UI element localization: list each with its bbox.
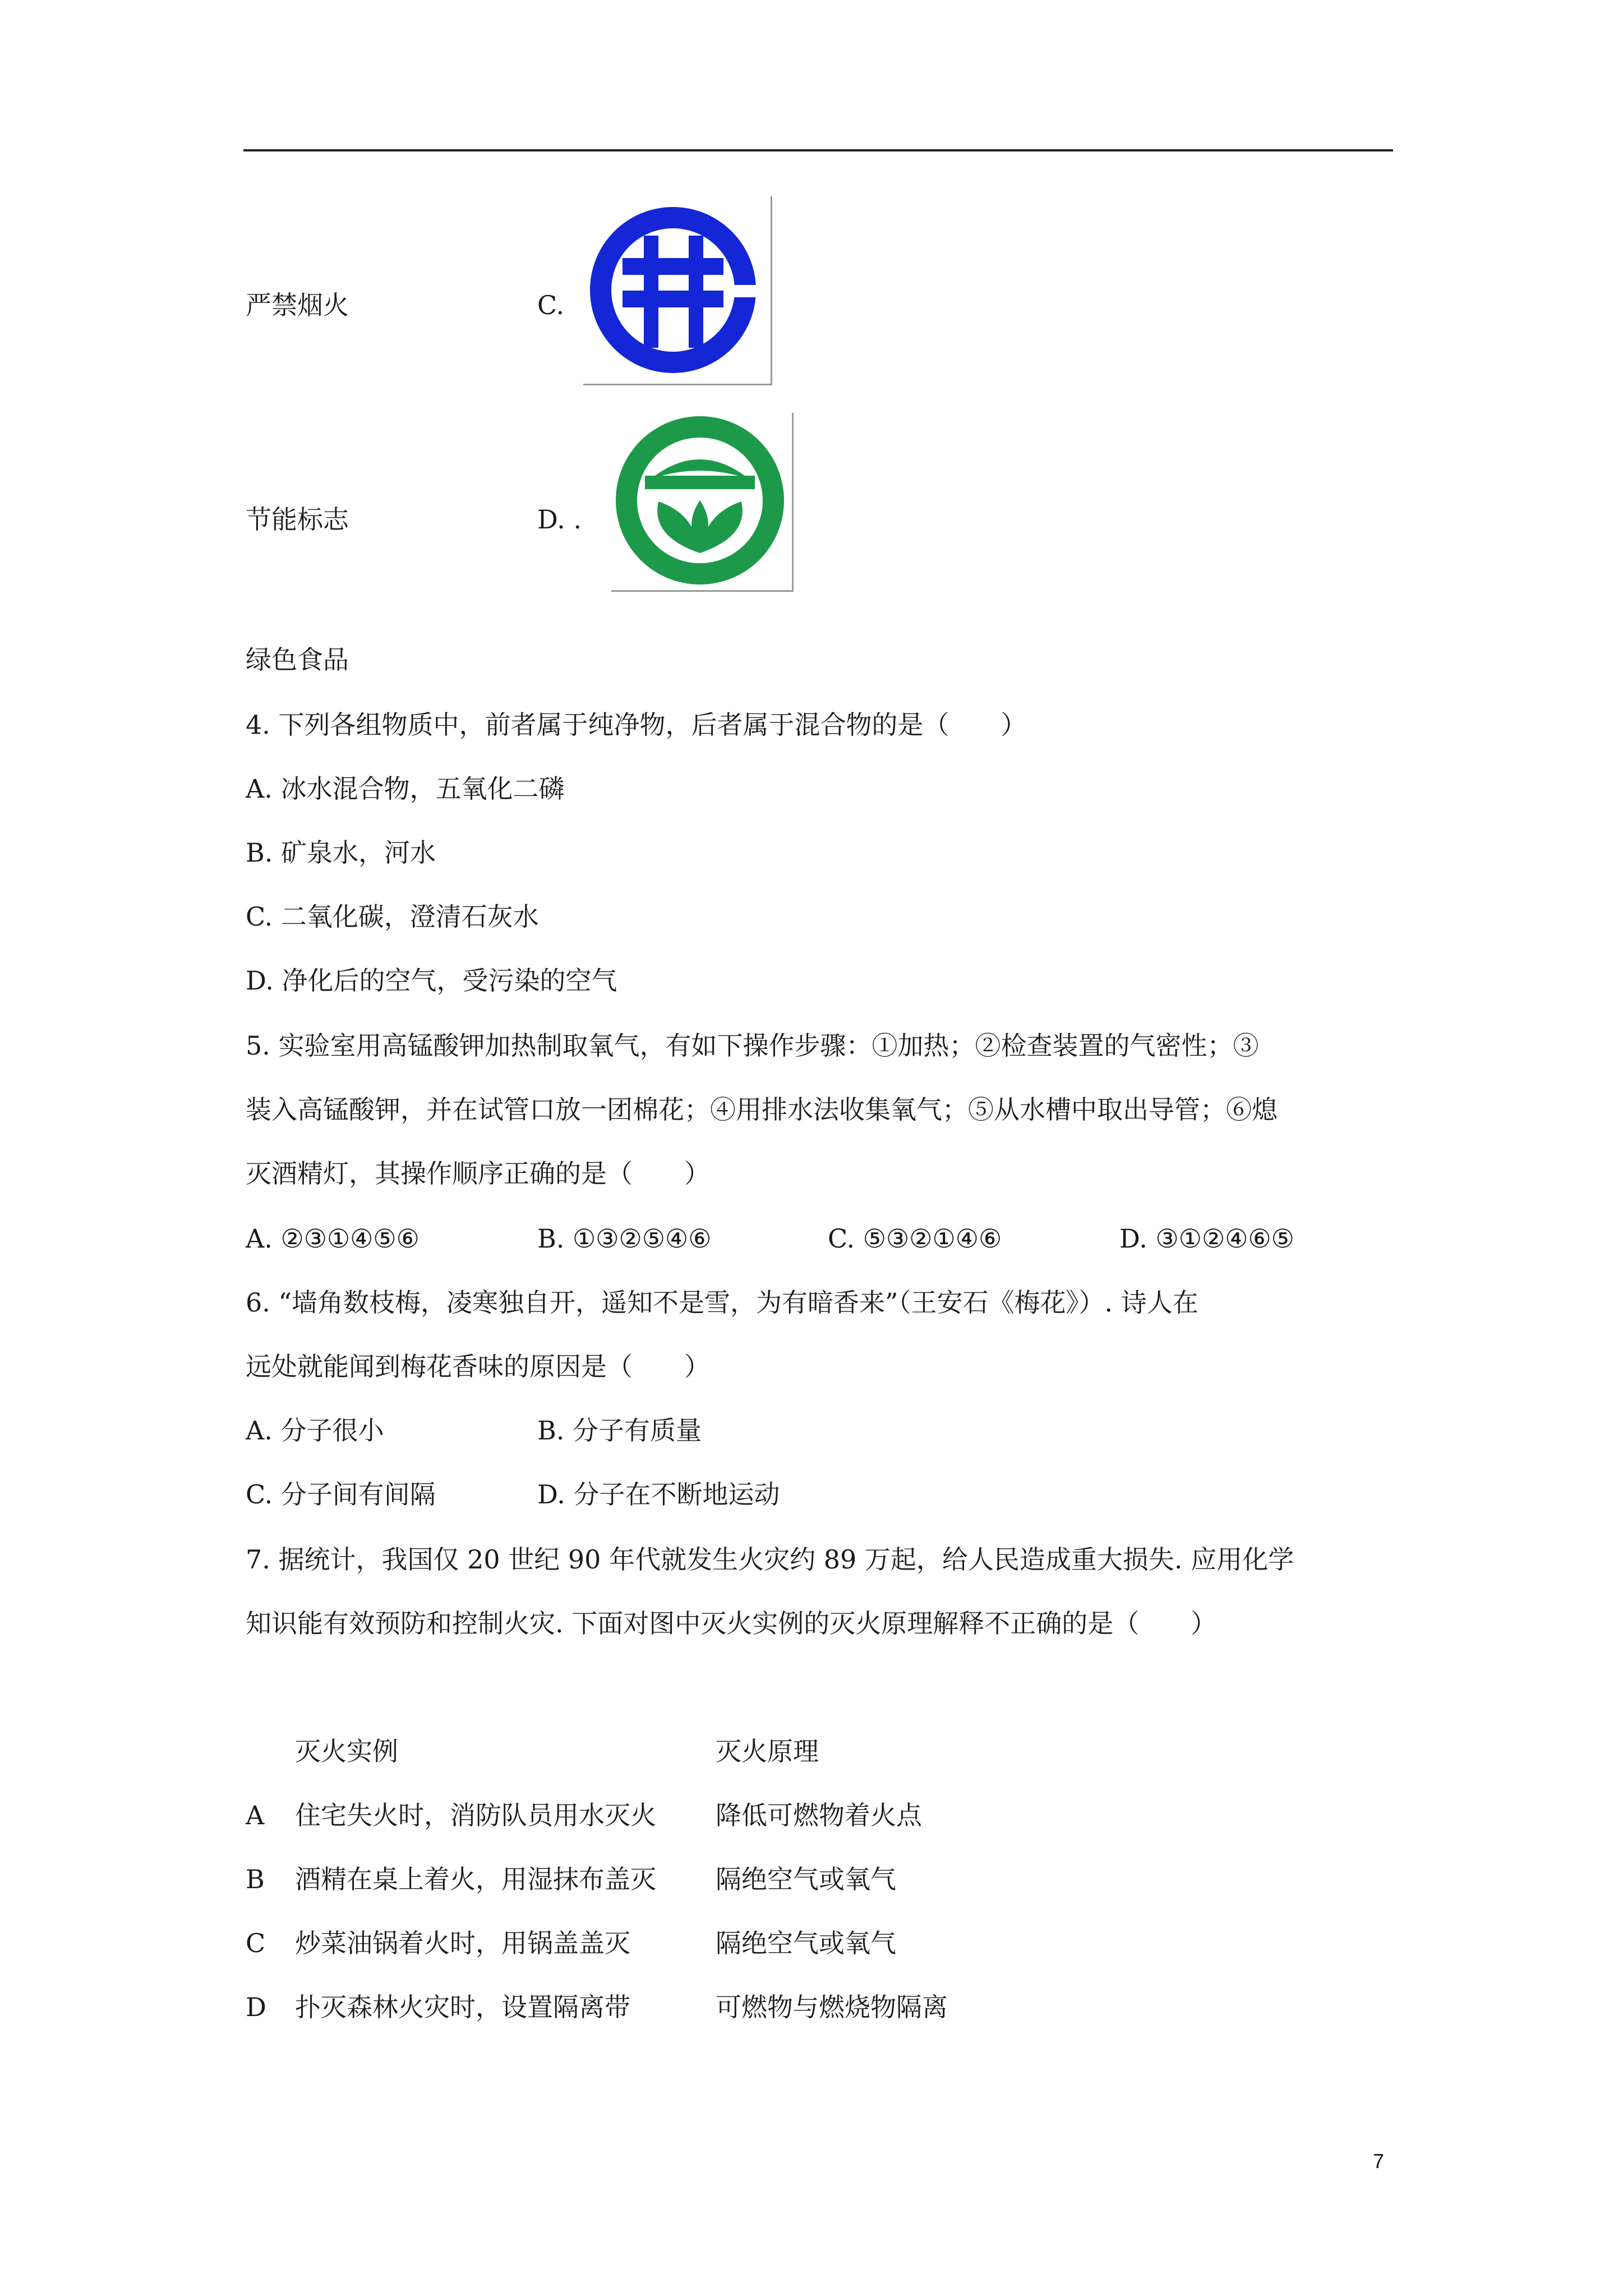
q5-option-d: D. ③①②④⑥⑤ bbox=[1119, 1223, 1294, 1254]
q5-option-b: B. ①③②⑤④⑥ bbox=[537, 1223, 712, 1254]
q7-line-2: 知识能有效预防和控制火灾. 下面对图中灭火实例的灭火原理解释不正确的是（ ） bbox=[246, 1608, 1217, 1639]
row-c-left-text: 严禁烟火 bbox=[246, 290, 349, 320]
q7-table-header-example: 灭火实例 bbox=[295, 1736, 398, 1766]
q7-table-row-a-example: 住宅失火时，消防队员用水灭火 bbox=[295, 1800, 656, 1830]
q7-table-row-c-principle: 隔绝空气或氧气 bbox=[716, 1928, 896, 1958]
q4-option-a: A. 冰水混合物，五氧化二磷 bbox=[246, 774, 565, 804]
q5-line-3: 灭酒精灯，其操作顺序正确的是（ ） bbox=[246, 1158, 710, 1189]
q7-table-row-c-example: 炒菜油锅着火时，用锅盖盖灭 bbox=[295, 1928, 630, 1958]
q6-option-b: B. 分子有质量 bbox=[537, 1415, 702, 1446]
row-d-left-text: 节能标志 bbox=[246, 504, 349, 535]
water-saving-logo-icon bbox=[583, 196, 772, 385]
q7-table-row-d-label: D bbox=[246, 1992, 266, 2022]
q5-option-a: A. ②③①④⑤⑥ bbox=[246, 1223, 419, 1254]
q6-option-d: D. 分子在不断地运动 bbox=[537, 1479, 780, 1510]
q6-line-2: 远处就能闻到梅花香味的原因是（ ） bbox=[246, 1351, 710, 1382]
q7-table-row-b-principle: 隔绝空气或氧气 bbox=[716, 1864, 896, 1894]
green-food-caption: 绿色食品 bbox=[246, 645, 349, 675]
option-d-label: D. . bbox=[537, 504, 582, 535]
q5-line-1: 5. 实验室用高锰酸钾加热制取氧气，有如下操作步骤：①加热；②检查装置的气密性；③ bbox=[246, 1030, 1259, 1061]
q7-table-header-principle: 灭火原理 bbox=[716, 1736, 819, 1766]
q4-option-b: B. 矿泉水，河水 bbox=[246, 838, 436, 868]
q7-table-row-a-principle: 降低可燃物着火点 bbox=[716, 1800, 922, 1830]
q7-table-row-a-label: A bbox=[246, 1800, 265, 1830]
option-c-label: C. bbox=[537, 290, 565, 320]
page-number: 7 bbox=[1373, 2150, 1385, 2173]
q6-option-a: A. 分子很小 bbox=[246, 1415, 384, 1446]
q5-option-c: C. ⑤③②①④⑥ bbox=[828, 1223, 1002, 1254]
q7-table-row-b-example: 酒精在桌上着火，用湿抹布盖灭 bbox=[295, 1864, 656, 1894]
q4-option-c: C. 二氧化碳，澄清石灰水 bbox=[246, 901, 539, 932]
header-rule bbox=[243, 149, 1393, 151]
q7-table-row-c-label: C bbox=[246, 1928, 266, 1958]
q7-table-row-d-example: 扑灭森林火灾时，设置隔离带 bbox=[295, 1992, 630, 2022]
q6-option-c: C. 分子间有间隔 bbox=[246, 1479, 436, 1510]
q6-line-1: 6. “墙角数枝梅，凌寒独自开，遥知不是雪，为有暗香来”（王安石《梅花》）. 诗人在 bbox=[246, 1287, 1198, 1318]
q4-stem: 4. 下列各组物质中，前者属于纯净物，后者属于混合物的是（ ） bbox=[246, 710, 1027, 740]
q7-line-1: 7. 据统计，我国仅 20 世纪 90 年代就发生火灾约 89 万起，给人民造成重大损失. 应用化学 bbox=[246, 1544, 1294, 1575]
q5-line-2: 装入高锰酸钾，并在试管口放一团棉花；④用排水法收集氧气；⑤从水槽中取出导管；⑥熄 bbox=[246, 1094, 1278, 1125]
q7-table-row-d-principle: 可燃物与燃烧物隔离 bbox=[716, 1992, 948, 2022]
q4-option-d: D. 净化后的空气，受污染的空气 bbox=[246, 965, 617, 996]
q7-table-row-b-label: B bbox=[246, 1864, 265, 1894]
green-food-logo-icon bbox=[611, 413, 794, 592]
